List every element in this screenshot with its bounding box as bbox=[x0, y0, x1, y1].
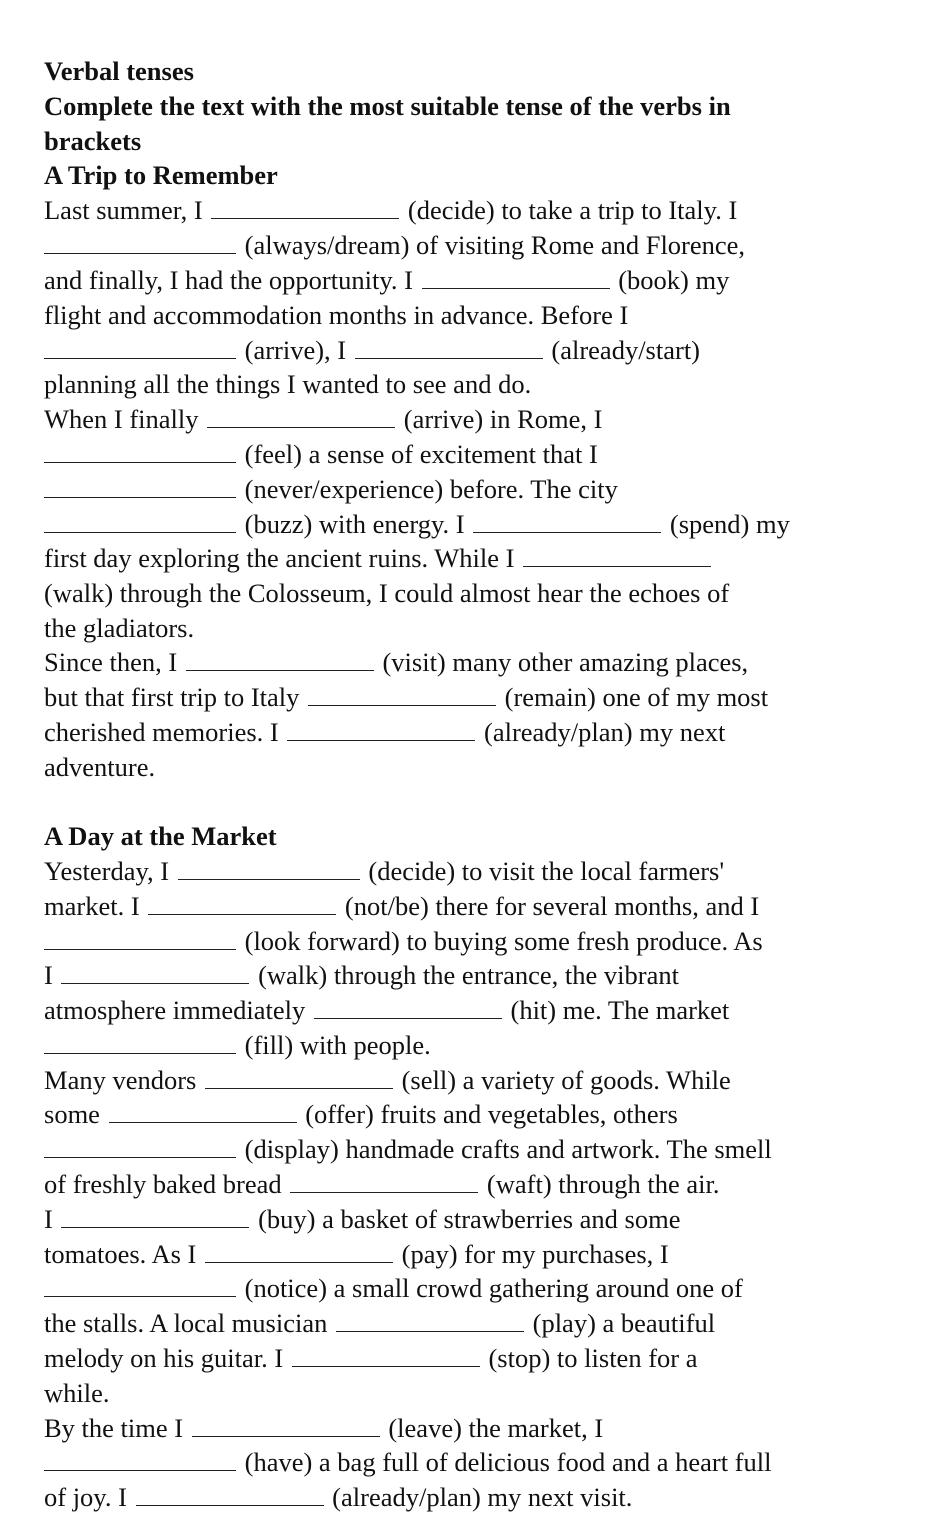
text: When I finally bbox=[44, 404, 206, 434]
text: flight and accommodation months in advance. Before I bbox=[44, 300, 629, 330]
text: (visit) many other amazing places, bbox=[375, 647, 749, 677]
story1-line bbox=[44, 367, 531, 401]
worksheet-title bbox=[44, 54, 194, 88]
answer-blank[interactable] bbox=[211, 217, 399, 219]
story1-line bbox=[44, 263, 729, 297]
story2-title bbox=[44, 819, 277, 853]
text: (play) a beautiful bbox=[526, 1308, 716, 1338]
story2-line bbox=[44, 958, 679, 992]
story1-line bbox=[44, 472, 618, 506]
answer-blank[interactable] bbox=[136, 1504, 324, 1506]
text: (look forward) to buying some fresh produce. As bbox=[238, 926, 763, 956]
story2-line bbox=[44, 1167, 719, 1201]
story2-line bbox=[44, 1445, 771, 1479]
text: Last summer, I bbox=[44, 195, 210, 225]
answer-blank[interactable] bbox=[44, 1469, 236, 1471]
answer-blank[interactable] bbox=[473, 531, 661, 533]
text: (remain) one of my most bbox=[498, 682, 769, 712]
answer-blank[interactable] bbox=[148, 913, 336, 915]
story2-line bbox=[44, 1341, 697, 1375]
answer-blank[interactable] bbox=[290, 1191, 478, 1193]
story1-line bbox=[44, 576, 729, 610]
answer-blank[interactable] bbox=[44, 496, 236, 498]
text: of joy. I bbox=[44, 1482, 134, 1512]
text: I bbox=[44, 960, 60, 990]
story1-line bbox=[44, 611, 194, 645]
text: (leave) the market, I bbox=[381, 1413, 604, 1443]
text: while. bbox=[44, 1378, 110, 1408]
answer-blank[interactable] bbox=[44, 1295, 236, 1297]
instruction-text: brackets bbox=[44, 126, 142, 156]
instruction-line-2 bbox=[44, 124, 141, 158]
story1-line bbox=[44, 645, 748, 679]
text: adventure. bbox=[44, 752, 156, 782]
text: first day exploring the ancient ruins. While I bbox=[44, 543, 522, 573]
story1-line bbox=[44, 680, 768, 714]
text: Many vendors bbox=[44, 1065, 203, 1095]
story1-line bbox=[44, 437, 598, 471]
text: I bbox=[44, 1204, 60, 1234]
text: tomatoes. As I bbox=[44, 1239, 203, 1269]
text: the stalls. A local musician bbox=[44, 1308, 334, 1338]
answer-blank[interactable] bbox=[192, 1435, 380, 1437]
story1-line bbox=[44, 507, 790, 541]
story2-line bbox=[44, 1202, 680, 1236]
story2-line bbox=[44, 1480, 632, 1514]
text: (walk) through the Colosseum, I could almost hear the echoes of bbox=[44, 578, 730, 608]
answer-blank[interactable] bbox=[44, 357, 236, 359]
text: Yesterday, I bbox=[44, 856, 176, 886]
text: (have) a bag full of delicious food and a heart full bbox=[238, 1447, 772, 1477]
text: market. I bbox=[44, 891, 147, 921]
section-title-text: A Trip to Remember bbox=[44, 160, 278, 190]
text: but that first trip to Italy bbox=[44, 682, 307, 712]
text: (sell) a variety of goods. While bbox=[394, 1065, 731, 1095]
text: Since then, I bbox=[44, 647, 184, 677]
text: (book) my bbox=[611, 265, 730, 295]
story1-line bbox=[44, 541, 713, 575]
answer-blank[interactable] bbox=[61, 1226, 249, 1228]
title-text: Verbal tenses bbox=[44, 56, 194, 86]
answer-blank[interactable] bbox=[178, 878, 360, 880]
text: (offer) fruits and vegetables, others bbox=[298, 1099, 678, 1129]
story2-line bbox=[44, 854, 724, 888]
story2-line bbox=[44, 1097, 678, 1131]
text: (hit) me. The market bbox=[503, 995, 730, 1025]
answer-blank[interactable] bbox=[44, 948, 236, 950]
text: melody on his guitar. I bbox=[44, 1343, 290, 1373]
text: (buzz) with energy. I bbox=[238, 509, 472, 539]
text: (not/be) there for several months, and I bbox=[338, 891, 760, 921]
text: (always/dream) of visiting Rome and Florence, bbox=[238, 230, 746, 260]
story1-line bbox=[44, 333, 700, 367]
text: (decide) to take a trip to Italy. I bbox=[401, 195, 738, 225]
text: (waft) through the air. bbox=[480, 1169, 720, 1199]
answer-blank[interactable] bbox=[186, 669, 374, 671]
text: (fill) with people. bbox=[238, 1030, 431, 1060]
instruction-text: Complete the text with the most suitable tense of the verbs in bbox=[44, 91, 731, 121]
answer-blank[interactable] bbox=[44, 252, 236, 254]
answer-blank[interactable] bbox=[207, 426, 395, 428]
answer-blank[interactable] bbox=[287, 739, 475, 741]
answer-blank[interactable] bbox=[109, 1121, 297, 1123]
answer-blank[interactable] bbox=[44, 1052, 236, 1054]
text: (display) handmade crafts and artwork. The smell bbox=[238, 1134, 772, 1164]
text: of freshly baked bread bbox=[44, 1169, 289, 1199]
story2-line bbox=[44, 924, 763, 958]
text: (spend) my bbox=[663, 509, 790, 539]
text: (already/plan) my next bbox=[477, 717, 726, 747]
answer-blank[interactable] bbox=[308, 704, 496, 706]
story1-line bbox=[44, 715, 725, 749]
story1-line bbox=[44, 750, 155, 784]
text: and finally, I had the opportunity. I bbox=[44, 265, 420, 295]
story1-title bbox=[44, 158, 278, 192]
story2-line bbox=[44, 1237, 669, 1271]
answer-blank[interactable] bbox=[44, 461, 236, 463]
answer-blank[interactable] bbox=[314, 1017, 502, 1019]
story1-line bbox=[44, 402, 602, 436]
instruction-line-1 bbox=[44, 89, 731, 123]
story2-line bbox=[44, 1271, 743, 1305]
text: (never/experience) before. The city bbox=[238, 474, 618, 504]
story2-line bbox=[44, 1306, 715, 1340]
story1-line bbox=[44, 193, 737, 227]
story2-line bbox=[44, 993, 729, 1027]
answer-blank[interactable] bbox=[44, 531, 236, 533]
answer-blank[interactable] bbox=[44, 1156, 236, 1158]
text: planning all the things I wanted to see and do. bbox=[44, 369, 532, 399]
story2-line bbox=[44, 1063, 731, 1097]
text: (arrive), I bbox=[238, 335, 353, 365]
text: (walk) through the entrance, the vibrant bbox=[251, 960, 679, 990]
text: (buy) a basket of strawberries and some bbox=[251, 1204, 681, 1234]
story1-line bbox=[44, 298, 628, 332]
answer-blank[interactable] bbox=[422, 287, 610, 289]
answer-blank[interactable] bbox=[355, 357, 543, 359]
answer-blank[interactable] bbox=[205, 1087, 393, 1089]
text: By the time I bbox=[44, 1413, 190, 1443]
story2-line bbox=[44, 1028, 431, 1062]
text: the gladiators. bbox=[44, 613, 195, 643]
story2-line bbox=[44, 1132, 772, 1166]
story1-line bbox=[44, 228, 745, 262]
text: (pay) for my purchases, I bbox=[395, 1239, 669, 1269]
answer-blank[interactable] bbox=[205, 1261, 393, 1263]
text: (feel) a sense of excitement that I bbox=[238, 439, 598, 469]
answer-blank[interactable] bbox=[336, 1330, 524, 1332]
answer-blank[interactable] bbox=[61, 982, 249, 984]
text: (arrive) in Rome, I bbox=[397, 404, 603, 434]
text: (already/plan) my next visit. bbox=[325, 1482, 633, 1512]
text: (notice) a small crowd gathering around one of bbox=[238, 1273, 743, 1303]
answer-blank[interactable] bbox=[292, 1365, 480, 1367]
answer-blank[interactable] bbox=[523, 565, 711, 567]
text: some bbox=[44, 1099, 107, 1129]
text: (stop) to listen for a bbox=[481, 1343, 698, 1373]
story2-line bbox=[44, 889, 759, 923]
text: atmosphere immediately bbox=[44, 995, 312, 1025]
text: (decide) to visit the local farmers' bbox=[361, 856, 725, 886]
story2-line bbox=[44, 1411, 603, 1445]
section-title-text: A Day at the Market bbox=[44, 821, 277, 851]
text: cherished memories. I bbox=[44, 717, 286, 747]
text: (already/start) bbox=[544, 335, 701, 365]
story2-line bbox=[44, 1376, 110, 1410]
